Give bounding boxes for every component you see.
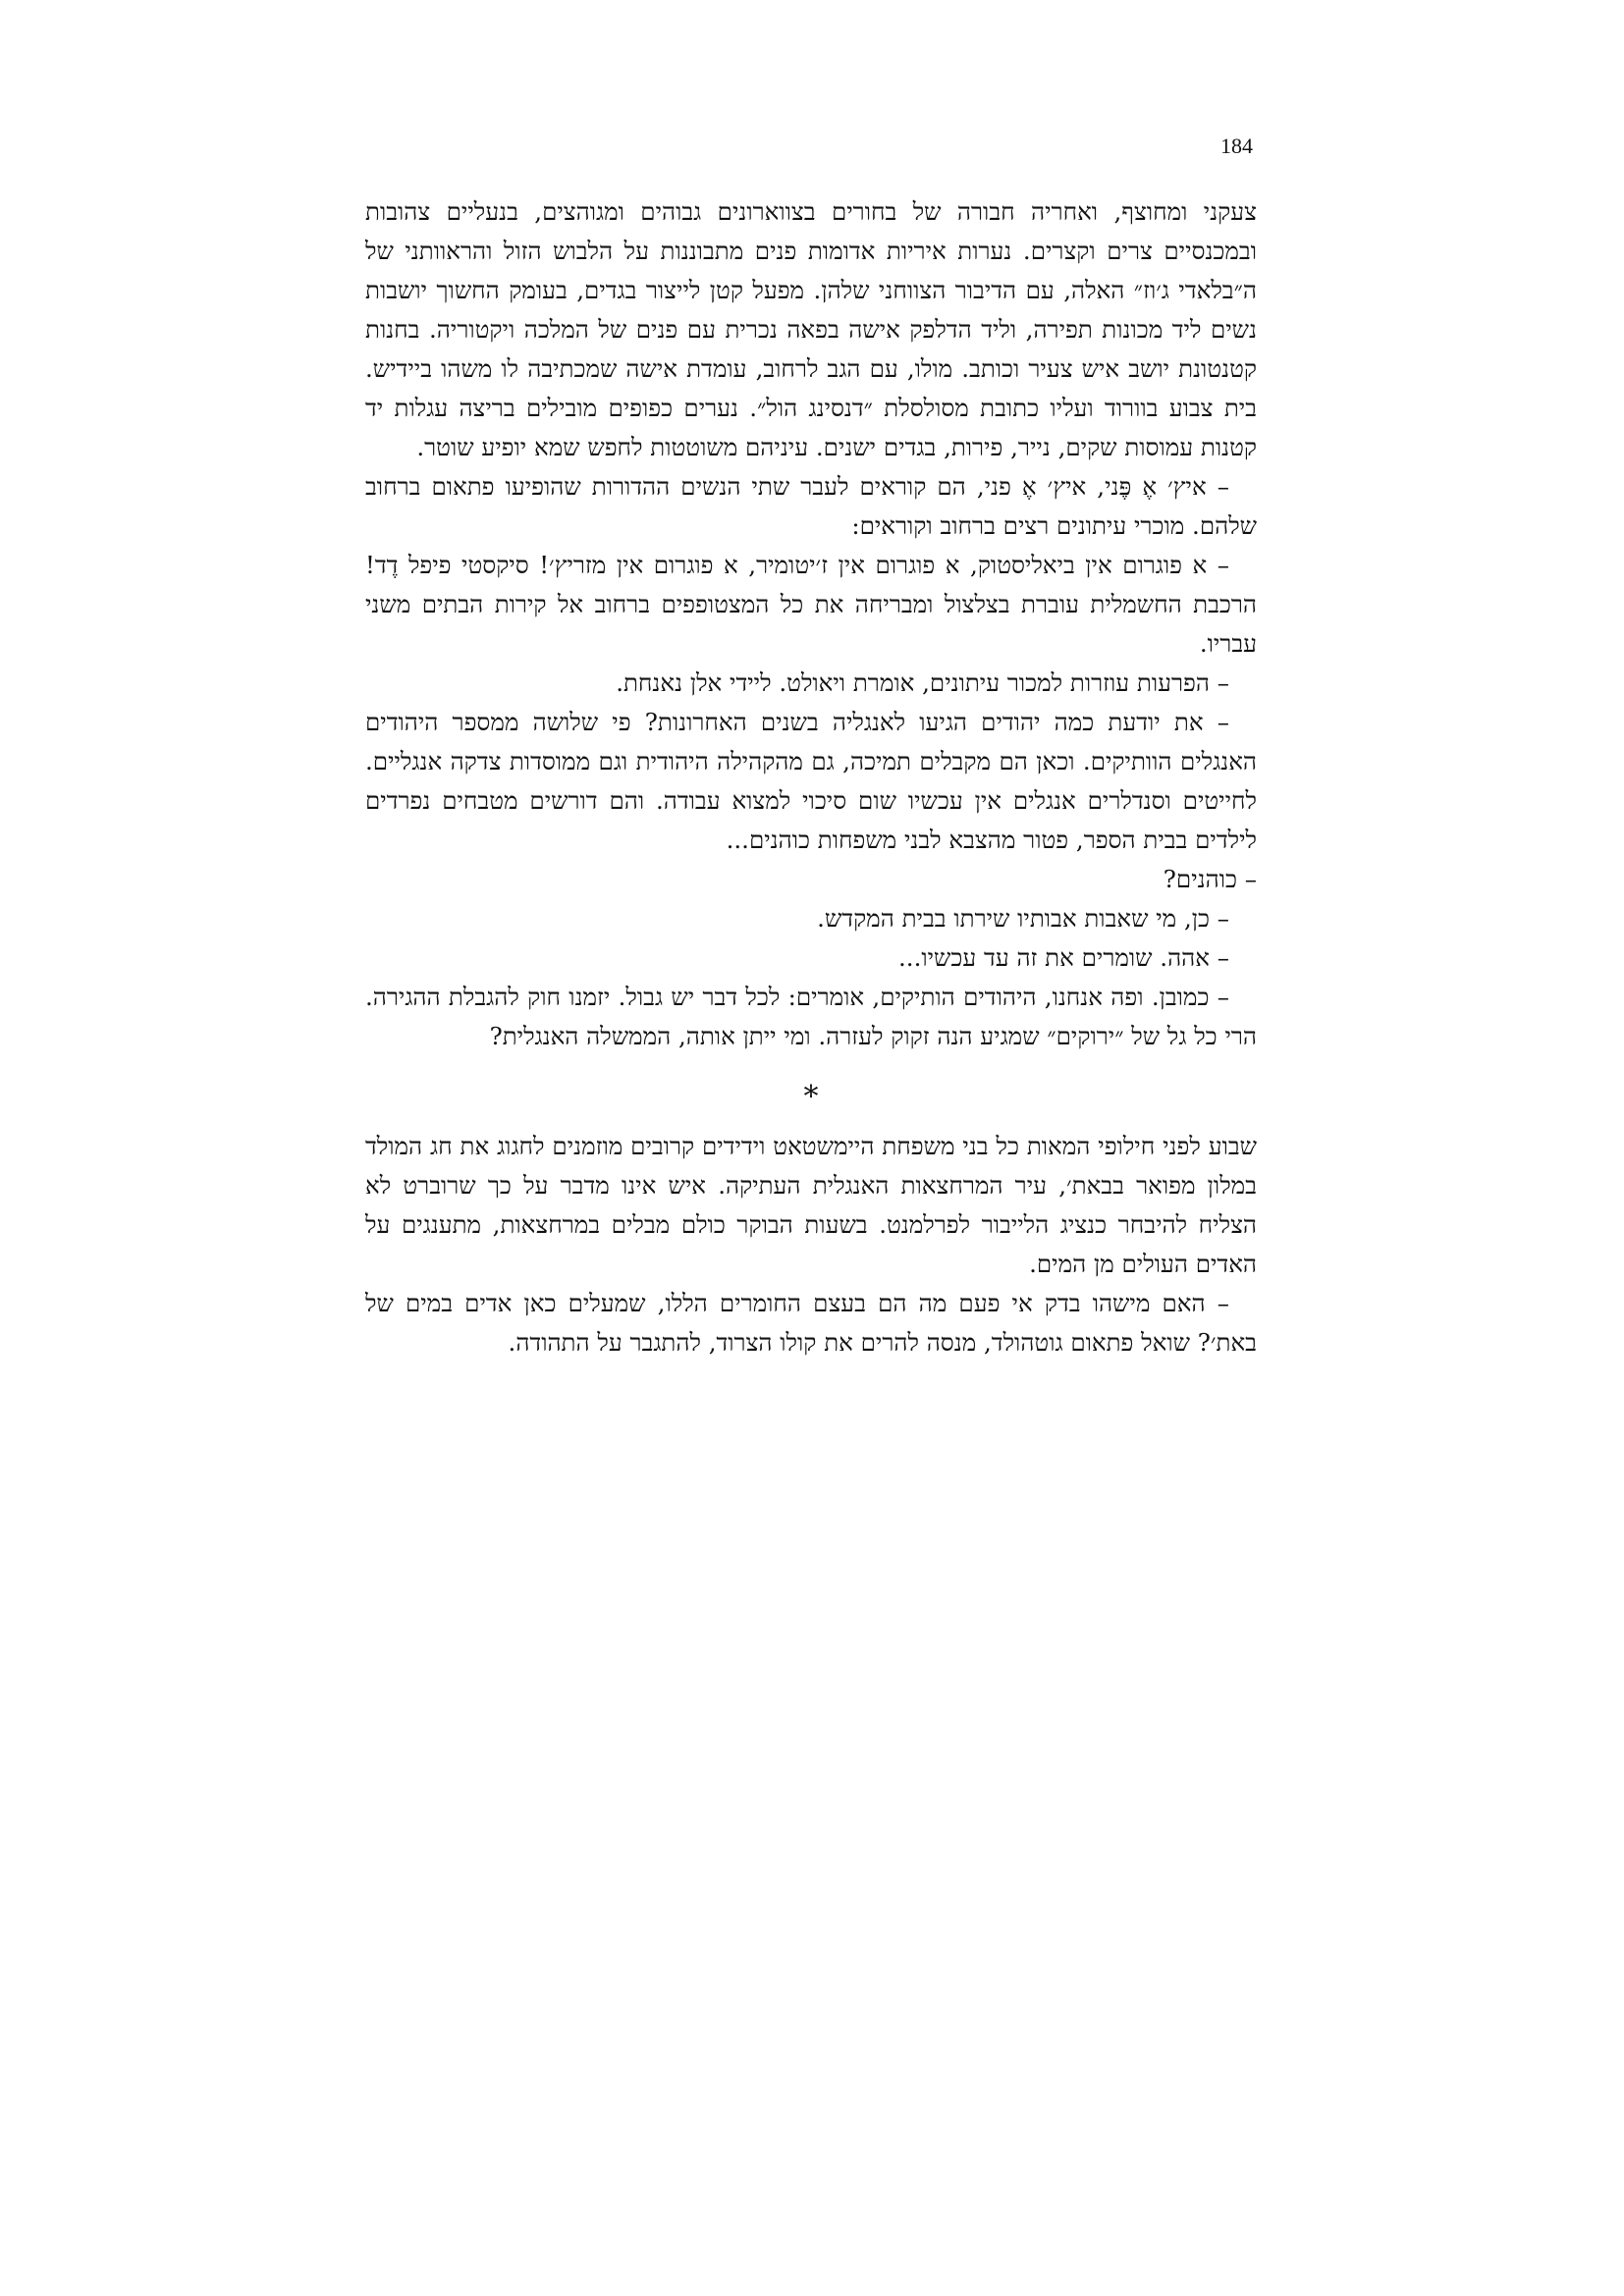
- body-text: [365, 192, 1257, 1362]
- paragraph: – א פוגרום אין ביאליסטוק, א פוגרום אין ז׳יטומיר, א פוגרום אין מזריץ׳! סיקסטי פיפל דֶד! הרכבת החשמלית עוברת בצלצול ומבריחה את כל המצטופפים ברחוב אל קירות הבתים משני עבריו.: [365, 551, 1257, 658]
- section-separator: *: [803, 1080, 819, 1114]
- paragraph: – כן, מי שאבות אבותיו שירתו בבית המקדש.: [817, 904, 1229, 933]
- page-number: 184: [1220, 133, 1253, 158]
- paragraph: – אהה. שומרים את זה עד עכשיו...: [898, 943, 1229, 972]
- paragraph: צעקני ומחוצף, ואחריה חבורה של בחורים בצווארונים גבוהים ומגוהצים, בנעליים צהובות ובמכנסיים צרים וקצרים. נערות איריות אדומות פנים מתבוננות על הלבוש הזול והראוותני של ה״בלאדי ג׳וז״ האלה, עם הדיבור הצווחני שלהן. מפעל קטן לייצור בגדים, בעומק החשוך יושבות נשים ליד מכונות תפירה, וליד הדלפק אישה בפאה נכרית עם פנים של המלכה ויקטוריה. בחנות קטנטונת יושב איש צעיר וכותב. מולו, עם הגב לרחוב, עומדת אישה שמכתיבה לו משהו ביידיש. בית צבוע בוורוד ועליו כתובת מסולסלת ״דנסינג הול״. נערים כפופים מובילים בריצה עגלות יד קטנות עמוסות שקים, נייר, פירות, בגדים ישנים. עיניהם משוטטות לחפש שמא יופיע שוטר.: [365, 197, 1257, 461]
- paragraph: – כוהנים?: [1163, 865, 1257, 893]
- paragraph: – הפרעות עוזרות למכור עיתונים, אומרת ויאולט. ליידי אלן נאנחת.: [616, 668, 1229, 697]
- paragraph: – את יודעת כמה יהודים הגיעו לאנגליה בשנים האחרונות? פי שלושה ממספר היהודים האנגלים הוותיקים. וכאן הם מקבלים תמיכה, גם מהקהילה היהודית וגם ממוסדות צדקה אנגליים. לחייטים וסנדלרים אנגלים אין עכשיו שום סיכוי למצוא עבודה. והם דורשים מטבחים נפרדים לילדים בבית הספר, פטור מהצבא לבני משפחות כוהנים...: [365, 708, 1257, 854]
- paragraph: שבוע לפני חילופי המאות כל בני משפחת היימשטאט וידידים קרובים מוזמנים לחגוג את חג המולד במלון מפואר בבאת׳, עיר המרחצאות האנגלית העתיקה. איש אינו מדבר על כך שרוברט לא הצליח להיבחר כנציג הלייבור לפרלמנט. בשעות הבוקר כולם מבלים במרחצאות, מתענגים על האדים העולים מן המים.: [365, 1132, 1257, 1278]
- paragraph: – איץ׳ אֶ פֶּני, איץ׳ אֶ פני, הם קוראים לעבר שתי הנשים ההדורות שהופיעו פתאום ברחוב שלהם. מוכרי עיתונים רצים ברחוב וקוראים:: [365, 472, 1257, 540]
- paragraph: – כמובן. ופה אנחנו, היהודים הותיקים, אומרים: לכל דבר יש גבול. יזמנו חוק להגבלת ההגירה. הרי כל גל של ״ירוקים״ שמגיע הנה זקוק לעזרה. ומי ייתן אותה, הממשלה האנגלית?: [365, 983, 1257, 1050]
- paragraph: – האם מישהו בדק אי פעם מה הם בעצם החומרים הללו, שמעלים כאן אדים במים של באת׳? שואל פתאום גוטהולד, מנסה להרים את קולו הצרוד, להתגבר על התהודה.: [365, 1289, 1257, 1357]
